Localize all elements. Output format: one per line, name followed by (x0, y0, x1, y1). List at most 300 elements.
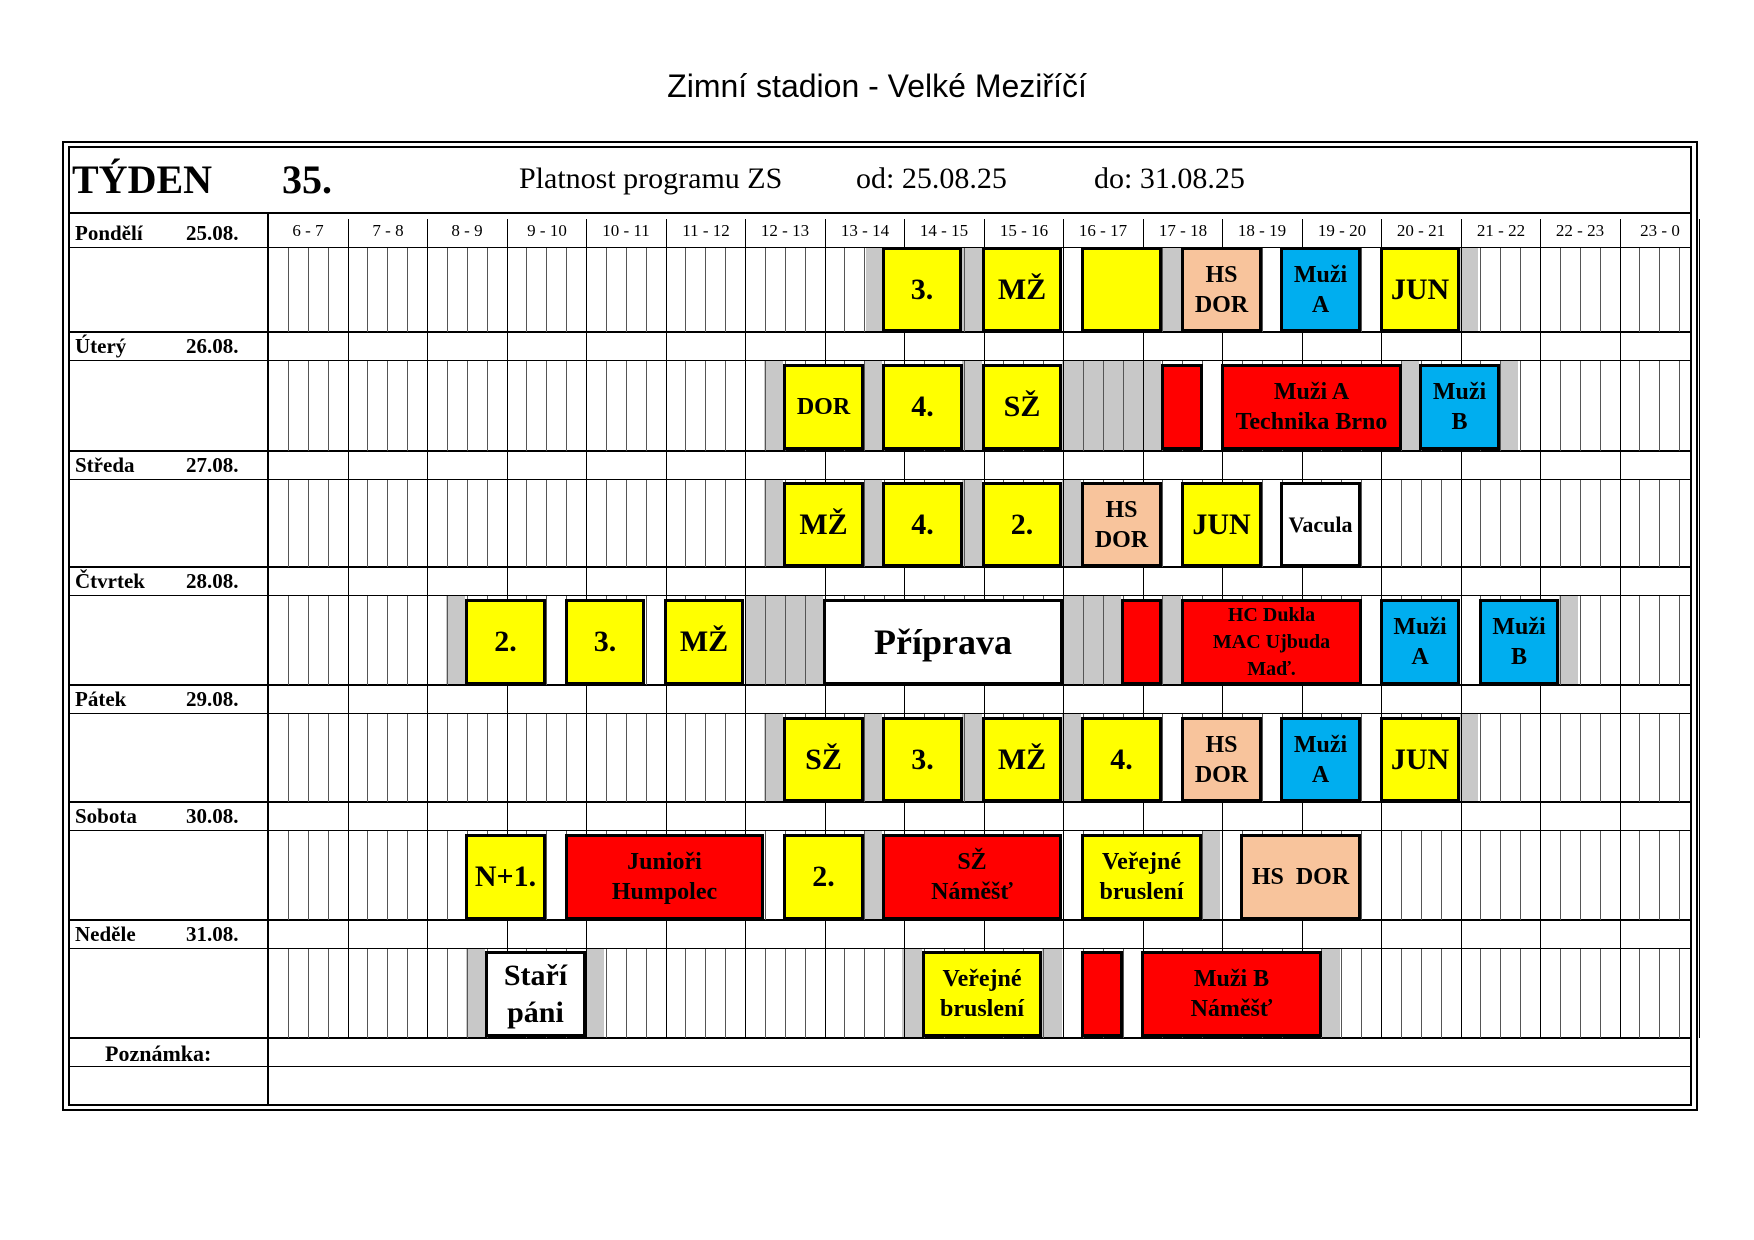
quarter-line (1560, 831, 1561, 920)
quarter-line (1361, 480, 1362, 567)
hour-line (1699, 219, 1700, 1038)
quarter-line (685, 949, 686, 1038)
quarter-line (407, 831, 408, 920)
quarter-line (606, 949, 607, 1038)
booking-sun-3 (1081, 951, 1123, 1037)
quarter-line (487, 480, 488, 567)
booking-thu-2: 3. (565, 599, 645, 685)
quarter-line (1421, 831, 1422, 920)
booking-wed-4: HS DOR (1081, 482, 1162, 567)
quarter-line (1361, 248, 1362, 332)
quarter-line (725, 361, 726, 451)
quarter-line (1421, 949, 1422, 1038)
quarter-line (626, 480, 627, 567)
ice-prep-block (902, 949, 922, 1037)
quarter-line (1441, 831, 1442, 920)
quarter-line (685, 480, 686, 567)
quarter-line (1421, 480, 1422, 567)
ice-prep-block (1063, 596, 1121, 684)
quarter-line (487, 361, 488, 451)
quarter-line (1679, 361, 1680, 451)
quarter-line (1560, 714, 1561, 802)
week-label: TÝDEN (72, 157, 213, 202)
day-date: 25.08. (186, 221, 239, 245)
quarter-line (646, 949, 647, 1038)
booking-mon-6: JUN (1380, 247, 1460, 332)
quarter-line (864, 831, 865, 920)
quarter-line (1103, 596, 1104, 685)
quarter-line (1441, 480, 1442, 567)
booking-mon-1: 3. (882, 247, 962, 332)
booking-mon-2: MŽ (982, 247, 1062, 332)
day-name: Neděle (75, 922, 136, 946)
quarter-line (387, 949, 388, 1038)
quarter-line (1679, 949, 1680, 1038)
row-line (68, 1066, 1692, 1067)
hour-label: 14 - 15 (919, 221, 969, 240)
booking-fri-3: MŽ (982, 717, 1062, 802)
quarter-line (1262, 714, 1263, 802)
quarter-line (1401, 480, 1402, 567)
booking-sat-5: Veřejné bruslení (1081, 834, 1202, 920)
quarter-line (864, 949, 865, 1038)
quarter-line (367, 361, 368, 451)
booking-wed-6: Vacula (1280, 482, 1361, 567)
ice-prep-block (962, 361, 982, 450)
quarter-line (328, 831, 329, 920)
ice-prep-block (864, 361, 882, 450)
quarter-line (367, 831, 368, 920)
ice-prep-block (764, 714, 783, 801)
quarter-line (387, 480, 388, 567)
document-title: Zimní stadion - Velké Meziříčí (667, 68, 1087, 104)
quarter-line (765, 714, 766, 802)
quarter-line (407, 596, 408, 685)
hour-line (348, 219, 349, 1038)
quarter-line (606, 248, 607, 332)
quarter-line (1600, 248, 1601, 332)
quarter-line (1520, 949, 1521, 1038)
booking-fri-6: Muži A (1280, 717, 1361, 802)
quarter-line (1520, 361, 1521, 451)
hour-label: 18 - 19 (1237, 221, 1287, 240)
booking-wed-1: MŽ (783, 482, 864, 567)
quarter-line (566, 480, 567, 567)
quarter-line (526, 480, 527, 567)
quarter-line (765, 248, 766, 332)
quarter-line (1500, 714, 1501, 802)
quarter-line (1600, 949, 1601, 1038)
booking-tue-4 (1161, 364, 1203, 450)
hour-label: 12 - 13 (760, 221, 810, 240)
day-date: 30.08. (186, 804, 239, 828)
ice-prep-block (864, 480, 882, 566)
quarter-line (288, 361, 289, 451)
quarter-line (765, 361, 766, 451)
quarter-line (844, 949, 845, 1038)
quarter-line (1580, 480, 1581, 567)
day-separator (68, 919, 1692, 921)
quarter-line (1520, 248, 1521, 332)
booking-thu-5 (1121, 599, 1162, 685)
day-name: Čtvrtek (75, 569, 145, 593)
ice-prep-block (866, 248, 882, 331)
quarter-line (387, 831, 388, 920)
quarter-line (387, 714, 388, 802)
quarter-line (1480, 831, 1481, 920)
hour-label: 16 - 17 (1078, 221, 1128, 240)
quarter-line (487, 714, 488, 802)
quarter-line (447, 831, 448, 920)
hour-line (1063, 219, 1064, 1038)
quarter-line (546, 248, 547, 332)
quarter-line (1202, 831, 1203, 920)
hour-label: 21 - 22 (1476, 221, 1526, 240)
booking-thu-6: HC Dukla MAC Ujbuda Maď. (1181, 599, 1362, 685)
ice-prep-block (1162, 248, 1181, 331)
hour-line (1461, 219, 1462, 1038)
booking-fri-2: 3. (882, 717, 963, 802)
ice-prep-block (962, 248, 982, 331)
quarter-line (785, 949, 786, 1038)
booking-fri-1: SŽ (783, 717, 864, 802)
week-number: 35. (282, 157, 332, 202)
quarter-line (546, 831, 547, 920)
quarter-line (1083, 596, 1084, 685)
booking-wed-2: 4. (882, 482, 963, 567)
booking-sat-3: 2. (783, 834, 864, 920)
quarter-line (606, 480, 607, 567)
booking-tue-6: Muži B (1419, 364, 1500, 450)
quarter-line (1639, 361, 1640, 451)
quarter-line (1262, 480, 1263, 567)
quarter-line (1560, 248, 1561, 332)
ice-prep-block (446, 596, 465, 684)
quarter-line (765, 949, 766, 1038)
quarter-line (328, 480, 329, 567)
ice-prep-block (1460, 714, 1478, 801)
quarter-line (1520, 480, 1521, 567)
booking-thu-1: 2. (465, 599, 546, 685)
quarter-line (1600, 596, 1601, 685)
ice-prep-block (764, 480, 783, 566)
quarter-line (1361, 714, 1362, 802)
quarter-line (467, 714, 468, 802)
quarter-line (805, 949, 806, 1038)
quarter-line (308, 831, 309, 920)
quarter-line (407, 949, 408, 1038)
ice-prep-block (962, 714, 982, 801)
booking-sat-4: SŽ Náměšť (882, 834, 1062, 920)
quarter-line (964, 361, 965, 451)
ice-prep-block (962, 480, 982, 566)
quarter-line (1679, 831, 1680, 920)
quarter-line (1162, 480, 1163, 567)
quarter-line (328, 248, 329, 332)
quarter-line (328, 596, 329, 685)
quarter-line (765, 480, 766, 567)
quarter-line (646, 714, 647, 802)
day-date: 31.08. (186, 922, 239, 946)
quarter-line (646, 248, 647, 332)
quarter-line (705, 714, 706, 802)
header-divider (68, 212, 1692, 214)
quarter-line (725, 949, 726, 1038)
quarter-line (566, 361, 567, 451)
day-date: 29.08. (186, 687, 239, 711)
quarter-line (1659, 248, 1660, 332)
ice-prep-block (586, 949, 604, 1037)
quarter-line (1580, 831, 1581, 920)
quarter-line (725, 480, 726, 567)
row-line (68, 595, 1692, 596)
quarter-line (288, 831, 289, 920)
day-name: Pátek (75, 687, 127, 711)
booking-tue-3: SŽ (982, 364, 1062, 450)
quarter-line (1500, 248, 1501, 332)
quarter-line (864, 361, 865, 451)
quarter-line (1441, 949, 1442, 1038)
quarter-line (1520, 831, 1521, 920)
quarter-line (407, 361, 408, 451)
booking-wed-3: 2. (982, 482, 1062, 567)
quarter-line (288, 714, 289, 802)
quarter-line (1480, 714, 1481, 802)
hour-label: 22 - 23 (1555, 221, 1605, 240)
quarter-line (1580, 596, 1581, 685)
quarter-line (367, 949, 368, 1038)
quarter-line (705, 361, 706, 451)
quarter-line (546, 714, 547, 802)
quarter-line (546, 596, 547, 685)
quarter-line (606, 714, 607, 802)
quarter-line (626, 361, 627, 451)
quarter-line (864, 248, 865, 332)
hour-label: 6 - 7 (292, 221, 324, 240)
hour-label: 19 - 20 (1317, 221, 1367, 240)
quarter-line (407, 480, 408, 567)
day-date: 26.08. (186, 334, 239, 358)
quarter-line (1480, 248, 1481, 332)
day-name: Úterý (75, 334, 127, 358)
quarter-line (387, 596, 388, 685)
quarter-line (1560, 949, 1561, 1038)
quarter-line (1162, 714, 1163, 802)
quarter-line (308, 949, 309, 1038)
ice-prep-block (1042, 949, 1062, 1037)
day-separator (68, 1037, 1692, 1039)
quarter-line (447, 361, 448, 451)
quarter-line (1580, 714, 1581, 802)
quarter-line (725, 248, 726, 332)
quarter-line (447, 480, 448, 567)
booking-thu-7: Muži A (1380, 599, 1460, 685)
quarter-line (1162, 248, 1163, 332)
quarter-line (308, 480, 309, 567)
quarter-line (1560, 361, 1561, 451)
day-date: 28.08. (186, 569, 239, 593)
quarter-line (1580, 361, 1581, 451)
quarter-line (367, 248, 368, 332)
quarter-line (1659, 831, 1660, 920)
quarter-line (1639, 596, 1640, 685)
quarter-line (1341, 949, 1342, 1038)
ice-prep-block (1162, 596, 1181, 684)
quarter-line (1123, 949, 1124, 1038)
quarter-line (447, 596, 448, 685)
hour-label: 13 - 14 (840, 221, 890, 240)
ice-prep-block (1062, 361, 1161, 450)
quarter-line (288, 248, 289, 332)
quarter-line (1679, 480, 1680, 567)
quarter-line (1679, 714, 1680, 802)
quarter-line (705, 480, 706, 567)
quarter-line (308, 596, 309, 685)
ice-prep-block (764, 361, 783, 450)
hour-label: 15 - 16 (999, 221, 1049, 240)
quarter-line (1600, 361, 1601, 451)
quarter-line (864, 480, 865, 567)
quarter-line (1560, 480, 1561, 567)
quarter-line (328, 714, 329, 802)
quarter-line (1361, 949, 1362, 1038)
quarter-line (626, 949, 627, 1038)
quarter-line (526, 714, 527, 802)
quarter-line (407, 248, 408, 332)
quarter-line (1500, 831, 1501, 920)
ice-prep-block (1460, 248, 1478, 331)
ice-prep-block (864, 714, 882, 801)
quarter-line (1123, 361, 1124, 451)
quarter-line (1600, 714, 1601, 802)
quarter-line (1659, 714, 1660, 802)
quarter-line (447, 949, 448, 1038)
quarter-line (1043, 949, 1044, 1038)
quarter-line (1401, 831, 1402, 920)
quarter-line (626, 714, 627, 802)
ice-prep-block (466, 949, 485, 1037)
ice-prep-block (1062, 714, 1081, 801)
quarter-line (1659, 596, 1660, 685)
booking-thu-4: Příprava (823, 599, 1063, 685)
quarter-line (805, 596, 806, 685)
quarter-line (1639, 831, 1640, 920)
quarter-line (1679, 596, 1680, 685)
day-name: Pondělí (75, 221, 143, 245)
quarter-line (1500, 361, 1501, 451)
quarter-line (1659, 949, 1660, 1038)
quarter-line (1103, 361, 1104, 451)
quarter-line (765, 831, 766, 920)
booking-mon-4: HS DOR (1181, 247, 1262, 332)
hour-label: 17 - 18 (1158, 221, 1208, 240)
quarter-line (288, 949, 289, 1038)
booking-fri-4: 4. (1081, 717, 1162, 802)
quarter-line (367, 714, 368, 802)
quarter-line (646, 361, 647, 451)
quarter-line (1639, 248, 1640, 332)
quarter-line (467, 361, 468, 451)
valid-from: od: 25.08.25 (856, 162, 1007, 195)
quarter-line (308, 248, 309, 332)
quarter-line (964, 714, 965, 802)
hour-label: 11 - 12 (682, 221, 730, 240)
ice-prep-block (1402, 361, 1419, 450)
day-separator (68, 450, 1692, 452)
quarter-line (1639, 480, 1640, 567)
booking-wed-5: JUN (1181, 482, 1262, 567)
quarter-line (328, 949, 329, 1038)
booking-sun-4: Muži B Náměšť (1141, 951, 1322, 1037)
quarter-line (1500, 480, 1501, 567)
quarter-line (447, 714, 448, 802)
quarter-line (1639, 949, 1640, 1038)
quarter-line (685, 714, 686, 802)
quarter-line (1639, 714, 1640, 802)
quarter-line (367, 596, 368, 685)
quarter-line (646, 480, 647, 567)
booking-sat-2: Junioři Humpolec (565, 834, 764, 920)
booking-fri-7: JUN (1380, 717, 1460, 802)
quarter-line (964, 480, 965, 567)
hour-label: 8 - 9 (451, 221, 483, 240)
quarter-line (487, 248, 488, 332)
quarter-line (1560, 596, 1561, 685)
quarter-line (526, 361, 527, 451)
day-date: 27.08. (186, 453, 239, 477)
quarter-line (785, 596, 786, 685)
quarter-line (685, 361, 686, 451)
quarter-line (1262, 248, 1263, 332)
booking-thu-3: MŽ (664, 599, 744, 685)
hour-line (1620, 219, 1621, 1038)
quarter-line (864, 714, 865, 802)
hour-label: 10 - 11 (602, 221, 650, 240)
ice-prep-block (1500, 361, 1518, 450)
hour-label: 9 - 10 (527, 221, 567, 240)
booking-sun-2: Veřejné bruslení (922, 951, 1042, 1037)
quarter-line (467, 248, 468, 332)
quarter-line (626, 248, 627, 332)
booking-sat-6: HS DOR (1240, 834, 1361, 920)
quarter-line (1162, 596, 1163, 685)
quarter-line (725, 714, 726, 802)
quarter-line (288, 596, 289, 685)
quarter-line (1361, 831, 1362, 920)
day-name: Středa (75, 453, 135, 477)
quarter-line (467, 949, 468, 1038)
ice-prep-block (1202, 831, 1220, 919)
quarter-line (328, 361, 329, 451)
validity-text: Platnost programu ZS (519, 162, 783, 195)
booking-mon-5: Muži A (1280, 247, 1361, 332)
quarter-line (705, 248, 706, 332)
day-separator (68, 566, 1692, 568)
quarter-line (1520, 714, 1521, 802)
booking-sun-1: Staří páni (485, 951, 586, 1037)
note-label: Poznámka: (105, 1041, 212, 1066)
quarter-line (1500, 949, 1501, 1038)
quarter-line (308, 714, 309, 802)
quarter-line (407, 714, 408, 802)
quarter-line (1679, 248, 1680, 332)
booking-mon-3 (1081, 247, 1162, 332)
hour-line (427, 219, 428, 1038)
quarter-line (387, 361, 388, 451)
quarter-line (606, 361, 607, 451)
quarter-line (308, 361, 309, 451)
ice-prep-block (1559, 596, 1578, 684)
